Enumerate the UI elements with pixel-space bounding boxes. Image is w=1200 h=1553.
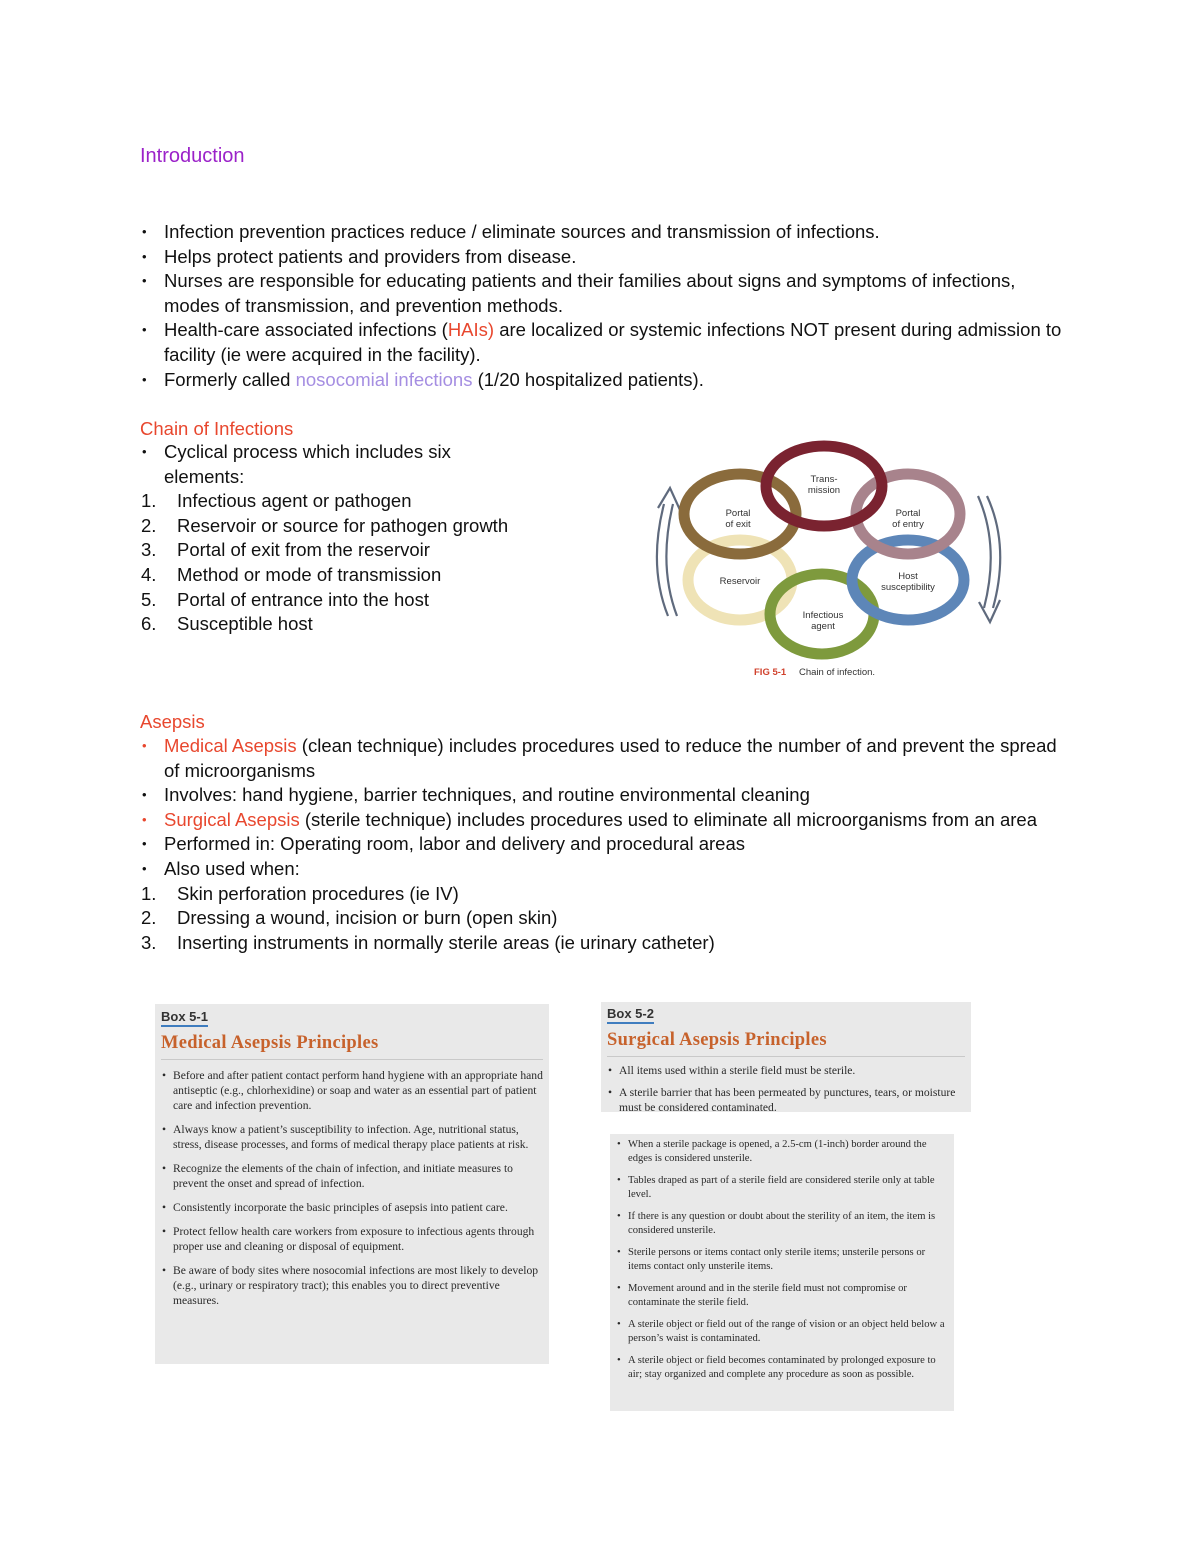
asepsis-use-2: 2. Dressing a wound, incision or burn (open skin) [141,907,558,929]
box3-item-5: • Movement around and in the sterile field must not compromise or contaminate the sterile field. [616,1282,948,1310]
nosocomial-term: nosocomial infections [295,368,473,390]
hai-text-post: are localized or systemic infections NOT present during admission to facility (ie were acquired in the facility). [164,319,1062,365]
box3-item-4: • Sterile persons or items contact only sterile items; unsterile persons or items contact only unsterile items. [616,1246,948,1274]
label-agent-2: agent [811,621,835,632]
label-portal-entry-1: Portal [895,508,921,519]
intro-bullet-2: • Helps protect patients and providers from disease. [140,245,1070,270]
surgical-asepsis-text: (sterile technique) includes procedures used to eliminate all microorganisms from an area [299,808,1037,830]
chain-section [140,440,580,637]
chain-element-4: 4. Method or mode of transmission [141,563,442,585]
also-used-bullet: • Also used when: [140,857,1070,882]
intro-bullet-1: • Infection prevention practices reduce / eliminate sources and transmission of infections. [140,220,1070,245]
box2-item-2: • A sterile barrier that has been permeated by punctures, tears, or moisture must be considered contaminated. [607,1085,965,1115]
chain-element-6: 6. Susceptible host [141,613,313,635]
label-portal-exit-2: of exit [725,519,751,530]
intro-section [140,220,1070,392]
box-medical-asepsis [155,1004,549,1364]
asepsis-section [140,734,1070,955]
asepsis-bullets [140,734,1070,882]
label-transmission-1: Trans- [810,474,838,485]
box2-title: Surgical Asepsis Principles [607,1030,965,1057]
asepsis-uses-list [140,882,1070,956]
box1-item-4: • Consistently incorporate the basic principles of asepsis into patient care. [161,1200,543,1215]
box3-item-3: • If there is any question or doubt about the sterility of an item, the item is considered unsterile. [616,1210,948,1238]
chain-element-1: 1. Infectious agent or pathogen [141,490,412,512]
box1-item-3: • Recognize the elements of the chain of infection, and initiate measures to prevent the onset and spread of infection. [161,1161,543,1191]
box1-list [161,1068,543,1308]
left-cycle-arrow-icon [657,488,680,616]
medical-asepsis-term: Medical Asepsis [164,735,297,756]
figure-caption-label: FIG 5-1 [754,667,787,678]
surgical-asepsis-term: Surgical Asepsis [164,808,300,830]
asepsis-heading: Asepsis [140,711,205,732]
chain-elements-list [140,489,580,637]
box3-item-6: • A sterile object or field out of the range of vision or an object held below a person’s waist is contaminated. [616,1318,948,1346]
medical-asepsis-bullet [140,734,1070,783]
formerly-text-post: (1/20 hospitalized patients). [472,368,704,390]
medical-asepsis-text: (clean technique) includes procedures used to reduce the number of and prevent the spread of microorganisms [164,735,1057,781]
box3-item-7: • A sterile object or field becomes contaminated by prolonged exposure to air; stay organized and complete any procedure as soon as possible. [616,1354,948,1382]
right-cycle-arrow-icon [978,496,1000,622]
label-agent-1: Infectious [802,610,844,621]
figure-caption-text: Chain of infection. [799,667,876,678]
label-reservoir: Reservoir [719,576,761,587]
label-portal-entry-2: of entry [892,519,924,530]
box1-title: Medical Asepsis Principles [161,1033,543,1060]
chain-element-5: 5. Portal of entrance into the host [141,588,429,610]
box1-item-2: • Always know a patient’s susceptibility to infection. Age, nutritional status, stress, disease processes, and forms of medical therapy place patients at risk. [161,1122,543,1152]
formerly-text-pre: Formerly called [164,368,296,390]
chain-element-2: 2. Reservoir or source for pathogen growth [141,514,509,536]
hai-text-pre: Health-care associated infections ( [164,319,448,341]
box2-item-1: • All items used within a sterile field must be sterile. [607,1063,965,1078]
box3-item-1: • When a sterile package is opened, a 2.5-cm (1-inch) border around the edges is considered unsterile. [616,1138,948,1166]
box1-item-6: • Be aware of body sites where nosocomial infections are most likely to develop (e.g., urinary or respiratory tract); this enables you to direct preventive measures. [161,1263,543,1308]
performed-bullet: • Performed in: Operating room, labor and delivery and procedural areas [140,832,1070,857]
box-surgical-asepsis [601,1002,971,1112]
label-host-1: Host [898,571,918,582]
box1-tag: Box 5-1 [161,1009,208,1027]
box1-item-1: • Before and after patient contact perform hand hygiene with an appropriate hand antiseptic (e.g., chlorhexidine) or soap and water as an essential part of patient care and infection prevention. [161,1068,543,1113]
box-surgical-asepsis-continued [610,1134,954,1411]
intro-bullets [140,220,1070,392]
surgical-asepsis-bullet [140,808,1070,833]
intro-bullet-3: • Nurses are responsible for educating patients and their families about signs and symptoms of infections, modes of transmission, and prevention methods. [140,269,1070,318]
chain-bullets [140,440,580,489]
label-transmission-2: mission [807,485,841,496]
box1-item-5: • Protect fellow health care workers from exposure to infectious agents through proper use and cleaning or disposal of equipment. [161,1224,543,1254]
asepsis-use-1: 1. Skin perforation procedures (ie IV) [141,882,459,904]
box3-list [616,1138,948,1382]
involves-bullet: • Involves: hand hygiene, barrier techniques, and routine environmental cleaning [140,783,1070,808]
hai-term: HAIs) [447,319,495,341]
chain-element-3: 3. Portal of exit from the reservoir [141,539,430,561]
intro-bullet-hai [140,318,1070,367]
chain-heading: Chain of Infections [140,418,294,439]
box2-tag: Box 5-2 [607,1006,654,1024]
box3-item-2: • Tables draped as part of a sterile field are considered sterile only at table level. [616,1174,948,1202]
chain-of-infection-figure [640,436,1020,686]
intro-heading: Introduction [140,145,245,167]
chain-bullet: • Cyclical process which includes six elements: [140,440,494,489]
box2-list [607,1063,965,1115]
label-host-2: susceptibility [881,582,935,593]
intro-bullet-formerly [140,368,1070,393]
asepsis-use-3: 3. Inserting instruments in normally sterile areas (ie urinary catheter) [141,931,715,953]
label-portal-exit-1: Portal [725,508,751,519]
